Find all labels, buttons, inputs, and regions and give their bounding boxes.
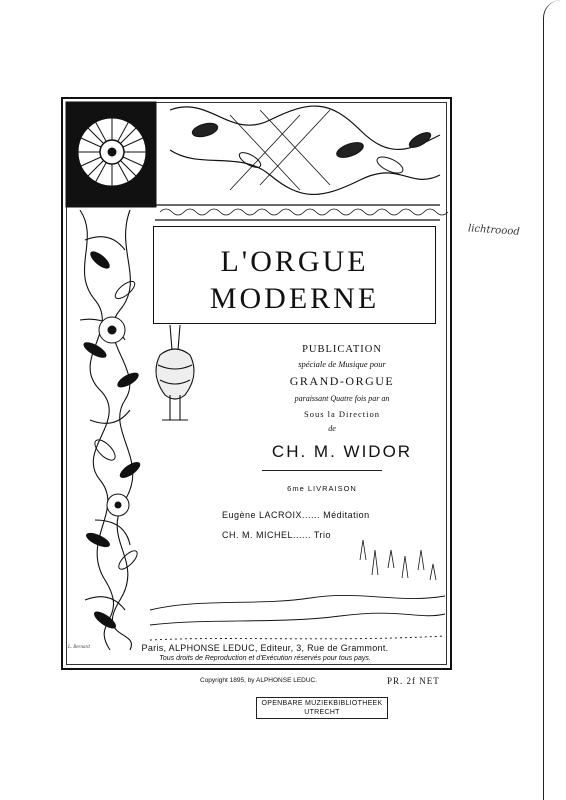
library-stamp xyxy=(256,697,388,719)
title-line-2: MODERNE xyxy=(209,282,380,315)
leader-dots: ...... xyxy=(293,530,312,540)
contents-row xyxy=(222,510,370,520)
landscape-bottom xyxy=(150,540,445,640)
publisher-line: Paris, ALPHONSE LEDUC, Editeur, 3, Rue de Grammont. xyxy=(141,643,389,653)
composer-name: CH. M. MICHEL xyxy=(222,530,294,540)
publication-subtitle: spéciale de Musique pour xyxy=(298,359,386,369)
price-label: PR. 2f NET xyxy=(387,676,440,686)
livraison-label: 6me LIVRAISON xyxy=(287,484,357,493)
publication-heading: PUBLICATION xyxy=(302,344,382,355)
left-border-leaves xyxy=(81,248,142,631)
copyright-notice: Copyright 1895, by ALPHONSE LEDUC. xyxy=(200,677,318,684)
direction-label: Sous la Direction xyxy=(303,409,381,419)
title-line-1: L'ORGUE xyxy=(220,245,369,278)
instrument-name: GRAND-ORGUE xyxy=(289,374,395,388)
title-box xyxy=(153,226,436,324)
piece-title: Trio xyxy=(313,530,332,540)
publication-frequency: paraissant Quatre fois par an xyxy=(294,394,390,403)
illustrator-signature: L. Bernard xyxy=(68,645,90,650)
handwritten-note: lichtroood xyxy=(467,223,521,238)
director-name: CH. M. WIDOR xyxy=(271,442,413,461)
direction-de: de xyxy=(328,424,336,433)
piece-title: Méditation xyxy=(323,510,370,520)
top-vine xyxy=(155,106,448,220)
rights-notice: Tous droits de Reproduction et d'Exécution réservés pour tous pays. xyxy=(159,655,371,662)
left-border-vines xyxy=(80,210,133,650)
composer-name: Eugène LACROIX xyxy=(222,510,303,520)
censer-illustration xyxy=(156,325,194,420)
stamp-line-2: UTRECHT xyxy=(304,709,340,716)
contents-row xyxy=(222,530,331,540)
passion-flower-top-left xyxy=(66,102,156,207)
stamp-line-1: OPENBARE MUZIEKBIBLIOTHEEK xyxy=(261,700,383,707)
divider-rule xyxy=(262,470,382,471)
leader-dots: ...... xyxy=(302,510,321,520)
